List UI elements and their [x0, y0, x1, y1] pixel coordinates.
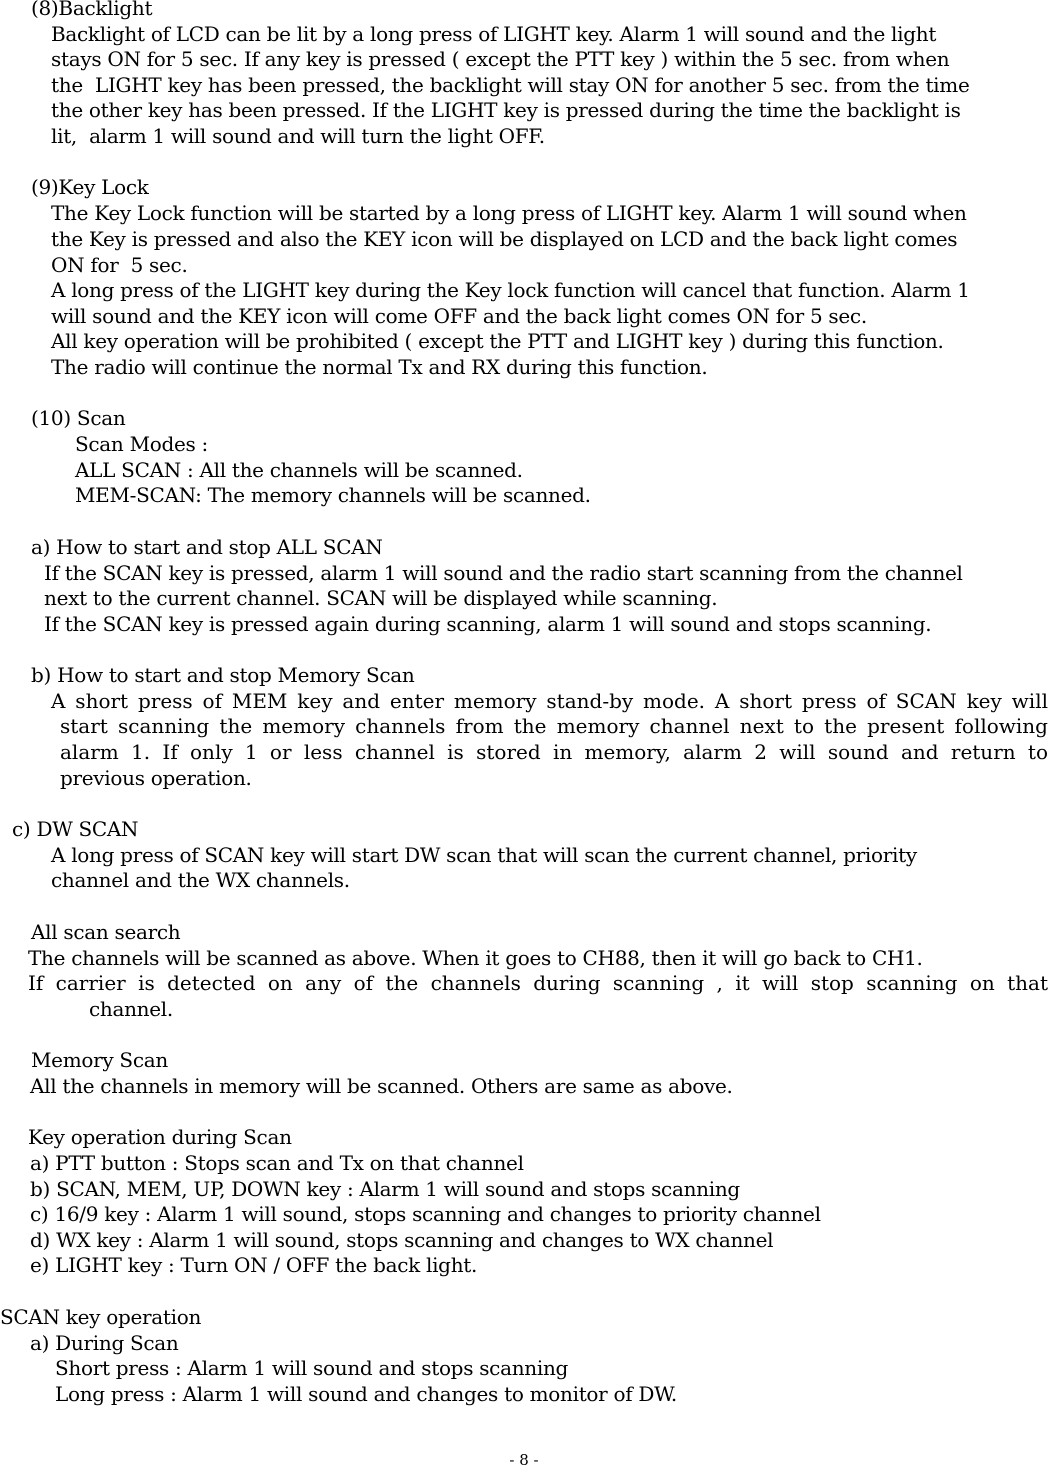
- section-heading-scan-key-operation: SCAN key operation: [0, 1305, 202, 1329]
- paragraph-line: All key operation will be prohibited ( except the PTT and LIGHT key ) during this function.: [51, 329, 944, 353]
- paragraph-line: If the SCAN key is pressed, alarm 1 will sound and the radio start scanning from the channel: [44, 561, 963, 585]
- section-heading-scan: (10) Scan: [31, 406, 126, 430]
- paragraph-line: All the channels in memory will be scanned. Others are same as above.: [30, 1074, 733, 1098]
- subsection-heading-all-scan: a) How to start and stop ALL SCAN: [31, 535, 383, 559]
- paragraph-line: A long press of the LIGHT key during the Key lock function will cancel that function. Alarm 1: [51, 278, 970, 302]
- list-item: c) 16/9 key : Alarm 1 will sound, stops scanning and changes to priority channel: [30, 1202, 821, 1226]
- paragraph-line: stays ON for 5 sec. If any key is pressed ( except the PTT key ) within the 5 sec. from when: [51, 47, 950, 71]
- subsection-heading-all-scan-search: All scan search: [31, 920, 181, 944]
- list-item: a) PTT button : Stops scan and Tx on that channel: [30, 1151, 524, 1175]
- paragraph-line: lit, alarm 1 will sound and will turn the light OFF.: [51, 124, 545, 148]
- paragraph-line: channel.: [89, 997, 173, 1021]
- subsection-heading-memory-scan: b) How to start and stop Memory Scan: [31, 663, 415, 687]
- paragraph-line: A long press of SCAN key will start DW scan that will scan the current channel, priority: [51, 843, 917, 867]
- scan-mode-mem: MEM-SCAN: The memory channels will be scanned.: [75, 483, 591, 507]
- list-item: e) LIGHT key : Turn ON / OFF the back light.: [30, 1253, 478, 1277]
- paragraph-line: previous operation.: [60, 766, 252, 790]
- paragraph-line: A short press of MEM key and enter memory stand-by mode. A short press of SCAN key will: [51, 689, 1048, 713]
- paragraph-line: the Key is pressed and also the KEY icon will be displayed on LCD and the back light comes: [51, 227, 958, 251]
- paragraph-line: will sound and the KEY icon will come OFF and the back light comes ON for 5 sec.: [51, 304, 867, 328]
- page-number: - 8 -: [509, 1451, 539, 1469]
- paragraph-line: Short press : Alarm 1 will sound and stops scanning: [55, 1356, 569, 1380]
- subsection-heading-during-scan: a) During Scan: [30, 1331, 179, 1355]
- section-heading-backlight: (8)Backlight: [31, 0, 153, 20]
- list-item: b) SCAN, MEM, UP, DOWN key : Alarm 1 will sound and stops scanning: [30, 1177, 740, 1201]
- paragraph-line: the other key has been pressed. If the LIGHT key is pressed during the time the backlight is: [51, 98, 961, 122]
- paragraph-line: channel and the WX channels.: [51, 868, 350, 892]
- paragraph-line: If carrier is detected on any of the channels during scanning , it will stop scanning on that: [28, 971, 1048, 995]
- paragraph-line: The radio will continue the normal Tx and RX during this function.: [51, 355, 708, 379]
- paragraph-line: Backlight of LCD can be lit by a long press of LIGHT key. Alarm 1 will sound and the light: [51, 22, 937, 46]
- scan-mode-all: ALL SCAN : All the channels will be scanned.: [75, 458, 523, 482]
- subsection-heading-dw-scan: c) DW SCAN: [12, 817, 139, 841]
- scan-modes-title: Scan Modes :: [75, 432, 208, 456]
- subsection-heading-memory-scan-2: Memory Scan: [31, 1048, 168, 1072]
- paragraph-line: ON for 5 sec.: [51, 253, 188, 277]
- paragraph-line: the LIGHT key has been pressed, the backlight will stay ON for another 5 sec. from the time: [51, 73, 970, 97]
- paragraph-line: start scanning the memory channels from the memory channel next to the present following: [60, 714, 1048, 738]
- paragraph-line: Long press : Alarm 1 will sound and changes to monitor of DW.: [55, 1382, 677, 1406]
- paragraph-line: The Key Lock function will be started by a long press of LIGHT key. Alarm 1 will sound when: [51, 201, 967, 225]
- paragraph-line: alarm 1. If only 1 or less channel is stored in memory, alarm 2 will sound and return to: [60, 740, 1048, 764]
- paragraph-line: If the SCAN key is pressed again during scanning, alarm 1 will sound and stops scanning.: [44, 612, 932, 636]
- section-heading-key-lock: (9)Key Lock: [31, 175, 149, 199]
- subsection-heading-key-operation: Key operation during Scan: [28, 1125, 292, 1149]
- paragraph-line: next to the current channel. SCAN will be displayed while scanning.: [44, 586, 718, 610]
- paragraph-line: The channels will be scanned as above. When it goes to CH88, then it will go back to CH1.: [28, 946, 923, 970]
- list-item: d) WX key : Alarm 1 will sound, stops scanning and changes to WX channel: [30, 1228, 774, 1252]
